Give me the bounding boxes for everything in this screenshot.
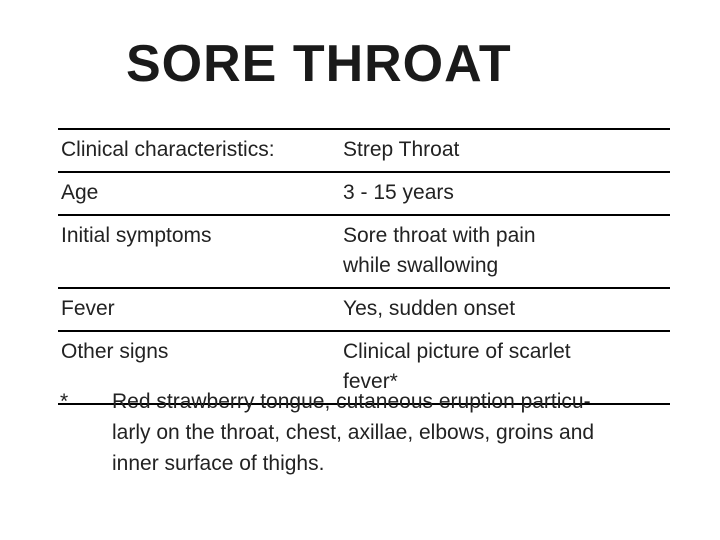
row-label: Age [61,181,99,204]
row-value-line: fever* [343,370,398,393]
row-label: Clinical characteristics: [61,138,275,161]
row-value-line: Clinical picture of scarlet [343,340,571,363]
page-title: SORE THROAT [126,35,512,93]
row-value-line: Sore throat with pain [343,224,536,247]
row-label: Initial symptoms [61,224,212,247]
footnote [58,386,678,479]
row-value-line: Yes, sudden onset [343,297,516,320]
clinical-table [58,128,670,405]
row-value [343,135,670,165]
table-row-header [58,130,670,171]
row-value-line: 3 - 15 years [343,181,454,204]
row-value-line: Strep Throat [343,138,460,161]
row-value [343,221,670,281]
row-label: Other signs [61,340,169,363]
footnote-marker: * [60,390,69,413]
table-row-age [58,171,670,214]
footnote-line: larly on the throat, chest, axillae, elbows, groins and [112,421,595,444]
row-value [343,178,670,208]
table-row-initial-symptoms [58,214,670,287]
footnote-text [112,386,678,479]
table-row-fever [58,287,670,330]
footnote-line: Red strawberry tongue, cutaneous eruption particu- [112,390,591,413]
row-label: Fever [61,297,115,320]
footnote-line: inner surface of thighs. [112,452,325,475]
row-value [343,294,670,324]
row-value-line: while swallowing [343,254,499,277]
